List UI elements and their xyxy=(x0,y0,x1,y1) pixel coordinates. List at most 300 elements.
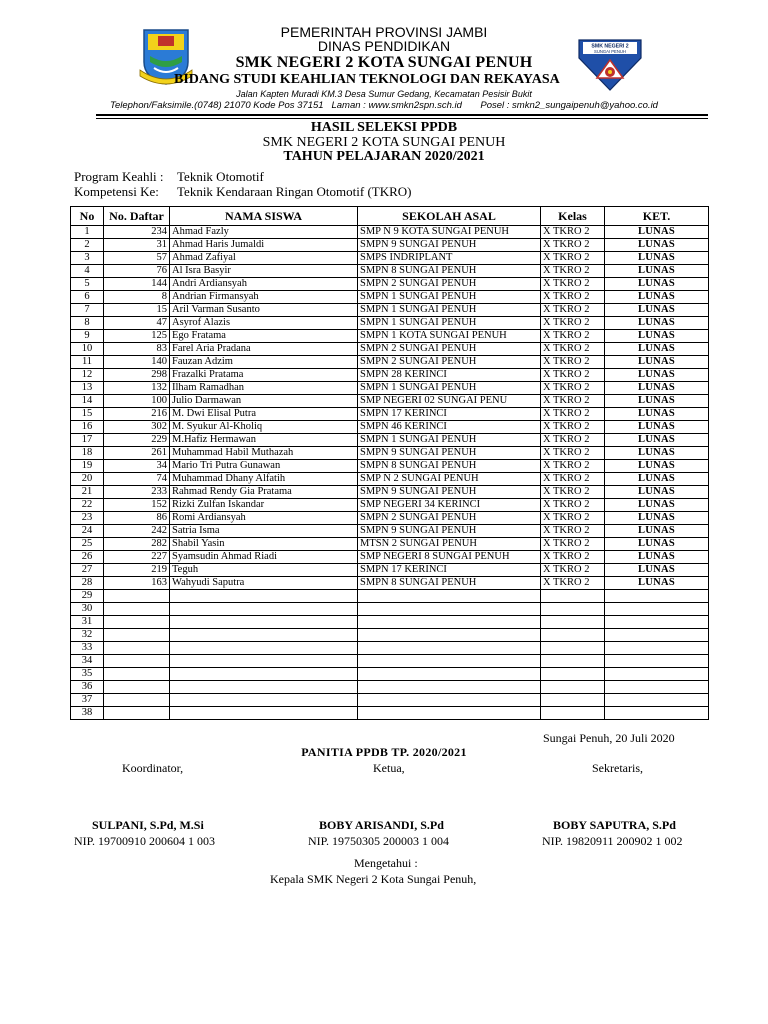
cell-nama-siswa: Ahmad Fazly xyxy=(170,226,358,239)
cell-kelas xyxy=(541,681,605,694)
logo-text-top: SMK NEGERI 2 xyxy=(591,43,629,50)
cell-no-daftar xyxy=(104,655,170,668)
cell-kelas: X TKRO 2 xyxy=(541,577,605,590)
cell-sekolah-asal: SMP N 9 KOTA SUNGAI PENUH xyxy=(358,226,541,239)
cell-ket: LUNAS xyxy=(605,499,709,512)
table-row xyxy=(71,525,709,538)
letterhead-address: Jalan Kapten Muradi KM.3 Desa Sumur Gedang, Kecamatan Pesisir Bukit xyxy=(236,89,532,99)
cell-no: 9 xyxy=(71,330,104,343)
table-row xyxy=(71,473,709,486)
cell-kelas: X TKRO 2 xyxy=(541,304,605,317)
cell-no-daftar: 125 xyxy=(104,330,170,343)
cell-sekolah-asal xyxy=(358,668,541,681)
table-row xyxy=(71,694,709,707)
cell-no: 36 xyxy=(71,681,104,694)
cell-no: 21 xyxy=(71,486,104,499)
cell-nama-siswa: Fauzan Adzim xyxy=(170,356,358,369)
cell-sekolah-asal xyxy=(358,707,541,720)
cell-no: 8 xyxy=(71,317,104,330)
sekretaris-name: BOBY SAPUTRA, S.Pd xyxy=(553,818,676,832)
cell-nama-siswa: Shabil Yasin xyxy=(170,538,358,551)
cell-ket: LUNAS xyxy=(605,278,709,291)
cell-kelas: X TKRO 2 xyxy=(541,278,605,291)
cell-sekolah-asal: SMP NEGERI 02 SUNGAI PENU xyxy=(358,395,541,408)
letterhead-rule-thin xyxy=(96,118,708,119)
table-row xyxy=(71,252,709,265)
table-row xyxy=(71,460,709,473)
cell-no-daftar: 83 xyxy=(104,343,170,356)
cell-kelas: X TKRO 2 xyxy=(541,395,605,408)
cell-ket: LUNAS xyxy=(605,538,709,551)
cell-nama-siswa: Teguh xyxy=(170,564,358,577)
cell-kelas: X TKRO 2 xyxy=(541,564,605,577)
cell-no: 24 xyxy=(71,525,104,538)
cell-ket: LUNAS xyxy=(605,395,709,408)
cell-kelas xyxy=(541,642,605,655)
cell-no-daftar xyxy=(104,668,170,681)
table-row xyxy=(71,603,709,616)
table-row xyxy=(71,395,709,408)
cell-nama-siswa xyxy=(170,681,358,694)
cell-ket xyxy=(605,668,709,681)
col-header-nama-siswa: NAMA SISWA xyxy=(170,207,358,226)
table-row xyxy=(71,551,709,564)
cell-no-daftar: 100 xyxy=(104,395,170,408)
cell-sekolah-asal xyxy=(358,590,541,603)
table-row xyxy=(71,681,709,694)
cell-no-daftar: 261 xyxy=(104,447,170,460)
cell-no: 22 xyxy=(71,499,104,512)
cell-no: 10 xyxy=(71,343,104,356)
table-row xyxy=(71,434,709,447)
cell-no-daftar: 152 xyxy=(104,499,170,512)
cell-no: 30 xyxy=(71,603,104,616)
cell-nama-siswa xyxy=(170,655,358,668)
cell-no-daftar: 86 xyxy=(104,512,170,525)
cell-nama-siswa: Ahmad Haris Jumaldi xyxy=(170,239,358,252)
cell-no: 5 xyxy=(71,278,104,291)
cell-no: 6 xyxy=(71,291,104,304)
cell-nama-siswa xyxy=(170,694,358,707)
cell-nama-siswa: Frazalki Pratama xyxy=(170,369,358,382)
cell-no: 25 xyxy=(71,538,104,551)
cell-nama-siswa xyxy=(170,616,358,629)
cell-no-daftar: 282 xyxy=(104,538,170,551)
table-row xyxy=(71,707,709,720)
cell-nama-siswa: Syamsudin Ahmad Riadi xyxy=(170,551,358,564)
cell-ket: LUNAS xyxy=(605,304,709,317)
cell-ket: LUNAS xyxy=(605,317,709,330)
cell-ket: LUNAS xyxy=(605,408,709,421)
cell-sekolah-asal: SMPN 2 SUNGAI PENUH xyxy=(358,343,541,356)
logo-text-bottom: SUNGAI PENUH xyxy=(594,49,626,54)
cell-no-daftar: 229 xyxy=(104,434,170,447)
cell-nama-siswa: Farel Aria Pradana xyxy=(170,343,358,356)
cell-kelas xyxy=(541,707,605,720)
cell-sekolah-asal: SMPN 1 SUNGAI PENUH xyxy=(358,304,541,317)
table-row xyxy=(71,304,709,317)
cell-kelas: X TKRO 2 xyxy=(541,499,605,512)
cell-kelas: X TKRO 2 xyxy=(541,538,605,551)
cell-no-daftar: 216 xyxy=(104,408,170,421)
col-header-sekolah-asal: SEKOLAH ASAL xyxy=(358,207,541,226)
table-body xyxy=(71,226,709,720)
cell-no-daftar xyxy=(104,590,170,603)
table-row xyxy=(71,408,709,421)
cell-no: 29 xyxy=(71,590,104,603)
cell-sekolah-asal xyxy=(358,616,541,629)
cell-ket: LUNAS xyxy=(605,447,709,460)
cell-kelas: X TKRO 2 xyxy=(541,408,605,421)
cell-nama-siswa: M.Hafiz Hermawan xyxy=(170,434,358,447)
cell-ket: LUNAS xyxy=(605,577,709,590)
table-row xyxy=(71,616,709,629)
cell-kelas: X TKRO 2 xyxy=(541,551,605,564)
table-row xyxy=(71,512,709,525)
cell-kelas: X TKRO 2 xyxy=(541,343,605,356)
table-row xyxy=(71,564,709,577)
cell-no-daftar: 15 xyxy=(104,304,170,317)
cell-no-daftar xyxy=(104,707,170,720)
cell-ket: LUNAS xyxy=(605,252,709,265)
cell-ket: LUNAS xyxy=(605,291,709,304)
cell-no-daftar: 8 xyxy=(104,291,170,304)
table-row xyxy=(71,369,709,382)
cell-sekolah-asal: SMPN 8 SUNGAI PENUH xyxy=(358,460,541,473)
cell-kelas: X TKRO 2 xyxy=(541,382,605,395)
cell-no: 27 xyxy=(71,564,104,577)
cell-sekolah-asal: SMPN 8 SUNGAI PENUH xyxy=(358,265,541,278)
cell-sekolah-asal: SMPN 17 KERINCI xyxy=(358,564,541,577)
cell-kelas: X TKRO 2 xyxy=(541,239,605,252)
cell-kelas: X TKRO 2 xyxy=(541,330,605,343)
cell-kelas: X TKRO 2 xyxy=(541,473,605,486)
table-row xyxy=(71,538,709,551)
cell-no-daftar xyxy=(104,681,170,694)
cell-sekolah-asal xyxy=(358,681,541,694)
cell-sekolah-asal xyxy=(358,629,541,642)
cell-kelas: X TKRO 2 xyxy=(541,434,605,447)
cell-no: 20 xyxy=(71,473,104,486)
doc-subtitle-year: TAHUN PELAJARAN 2020/2021 xyxy=(283,149,485,164)
letterhead-school-name: SMK NEGERI 2 KOTA SUNGAI PENUH xyxy=(235,54,533,71)
cell-no-daftar: 31 xyxy=(104,239,170,252)
sekretaris-nip: NIP. 19820911 200902 1 002 xyxy=(542,834,683,848)
cell-ket xyxy=(605,681,709,694)
cell-sekolah-asal: MTSN 2 SUNGAI PENUH xyxy=(358,538,541,551)
cell-no-daftar xyxy=(104,603,170,616)
cell-nama-siswa: M. Dwi Elisal Putra xyxy=(170,408,358,421)
cell-no: 33 xyxy=(71,642,104,655)
cell-sekolah-asal: SMPS INDRIPLANT xyxy=(358,252,541,265)
cell-ket xyxy=(605,629,709,642)
cell-ket: LUNAS xyxy=(605,239,709,252)
table-row xyxy=(71,499,709,512)
cell-no-daftar: 74 xyxy=(104,473,170,486)
kepala-sekolah-label: Kepala SMK Negeri 2 Kota Sungai Penuh, xyxy=(270,872,477,886)
koordinator-nip: NIP. 19700910 200604 1 003 xyxy=(74,834,216,848)
cell-sekolah-asal: SMPN 2 SUNGAI PENUH xyxy=(358,278,541,291)
table-row xyxy=(71,655,709,668)
table-row xyxy=(71,343,709,356)
cell-ket: LUNAS xyxy=(605,369,709,382)
cell-sekolah-asal: SMPN 1 KOTA SUNGAI PENUH xyxy=(358,330,541,343)
sekretaris-role: Sekretaris, xyxy=(592,761,643,775)
table-row xyxy=(71,356,709,369)
cell-ket xyxy=(605,616,709,629)
cell-nama-siswa: Mario Tri Putra Gunawan xyxy=(170,460,358,473)
cell-nama-siswa: Rahmad Rendy Gia Pratama xyxy=(170,486,358,499)
letterhead-rule-thick xyxy=(96,114,708,116)
table-row xyxy=(71,265,709,278)
cell-ket: LUNAS xyxy=(605,330,709,343)
ketua-name: BOBY ARISANDI, S.Pd xyxy=(319,818,444,832)
cell-ket xyxy=(605,707,709,720)
cell-nama-siswa: Muhammad Habil Muthazah xyxy=(170,447,358,460)
cell-nama-siswa: Ego Fratama xyxy=(170,330,358,343)
cell-nama-siswa xyxy=(170,590,358,603)
cell-nama-siswa xyxy=(170,642,358,655)
cell-no: 18 xyxy=(71,447,104,460)
cell-sekolah-asal: SMPN 2 SUNGAI PENUH xyxy=(358,512,541,525)
cell-kelas: X TKRO 2 xyxy=(541,226,605,239)
cell-ket: LUNAS xyxy=(605,434,709,447)
cell-sekolah-asal xyxy=(358,655,541,668)
cell-no: 7 xyxy=(71,304,104,317)
cell-nama-siswa: Rizki Zulfan Iskandar xyxy=(170,499,358,512)
cell-sekolah-asal: SMPN 9 SUNGAI PENUH xyxy=(358,525,541,538)
col-header-ket: KET. xyxy=(605,207,709,226)
cell-sekolah-asal: SMP NEGERI 34 KERINCI xyxy=(358,499,541,512)
cell-kelas xyxy=(541,590,605,603)
col-header-no: No xyxy=(71,207,104,226)
cell-no: 4 xyxy=(71,265,104,278)
cell-kelas: X TKRO 2 xyxy=(541,447,605,460)
cell-kelas xyxy=(541,603,605,616)
cell-sekolah-asal xyxy=(358,694,541,707)
cell-kelas: X TKRO 2 xyxy=(541,369,605,382)
cell-ket: LUNAS xyxy=(605,551,709,564)
cell-no: 2 xyxy=(71,239,104,252)
ketua-role: Ketua, xyxy=(373,761,405,775)
table-row xyxy=(71,330,709,343)
cell-ket: LUNAS xyxy=(605,564,709,577)
cell-sekolah-asal: SMPN 28 KERINCI xyxy=(358,369,541,382)
cell-sekolah-asal: SMPN 1 SUNGAI PENUH xyxy=(358,382,541,395)
mengetahui-label: Mengetahui : xyxy=(354,856,418,870)
table-row xyxy=(71,226,709,239)
cell-no-daftar: 57 xyxy=(104,252,170,265)
table-row xyxy=(71,239,709,252)
cell-kelas xyxy=(541,629,605,642)
cell-ket: LUNAS xyxy=(605,343,709,356)
cell-sekolah-asal: SMP NEGERI 8 SUNGAI PENUH xyxy=(358,551,541,564)
cell-kelas: X TKRO 2 xyxy=(541,512,605,525)
cell-no: 35 xyxy=(71,668,104,681)
cell-ket xyxy=(605,694,709,707)
table-row xyxy=(71,642,709,655)
cell-nama-siswa: Andrian Firmansyah xyxy=(170,291,358,304)
results-table xyxy=(70,206,709,720)
cell-no-daftar: 47 xyxy=(104,317,170,330)
cell-kelas xyxy=(541,616,605,629)
cell-no: 14 xyxy=(71,395,104,408)
cell-no: 17 xyxy=(71,434,104,447)
doc-subtitle-school: SMK NEGERI 2 KOTA SUNGAI PENUH xyxy=(262,135,506,150)
cell-ket: LUNAS xyxy=(605,356,709,369)
cell-kelas: X TKRO 2 xyxy=(541,421,605,434)
cell-ket: LUNAS xyxy=(605,265,709,278)
cell-no: 37 xyxy=(71,694,104,707)
koordinator-name: SULPANI, S.Pd, M.Si xyxy=(92,818,204,832)
cell-sekolah-asal: SMPN 9 SUNGAI PENUH xyxy=(358,239,541,252)
cell-nama-siswa: Satria Isma xyxy=(170,525,358,538)
cell-ket: LUNAS xyxy=(605,460,709,473)
cell-kelas xyxy=(541,655,605,668)
cell-nama-siswa: Julio Darmawan xyxy=(170,395,358,408)
cell-no: 3 xyxy=(71,252,104,265)
table-row xyxy=(71,421,709,434)
cell-no-daftar: 132 xyxy=(104,382,170,395)
table-row xyxy=(71,629,709,642)
program-label: Program Keahli : xyxy=(74,169,164,184)
cell-nama-siswa: M. Syukur Al-Kholiq xyxy=(170,421,358,434)
cell-no-daftar: 34 xyxy=(104,460,170,473)
cell-no: 13 xyxy=(71,382,104,395)
cell-sekolah-asal: SMPN 9 SUNGAI PENUH xyxy=(358,447,541,460)
cell-nama-siswa: Al Isra Basyir xyxy=(170,265,358,278)
cell-nama-siswa: Ahmad Zafiyal xyxy=(170,252,358,265)
cell-sekolah-asal: SMPN 1 SUNGAI PENUH xyxy=(358,291,541,304)
letterhead-contact: Telephon/Faksimile.(0748) 21070 Kode Pos 37151 Laman : www.smkn2spn.sch.id Posel : smkn2_sungaipenuh@yahoo.co.id xyxy=(110,100,658,111)
cell-no: 34 xyxy=(71,655,104,668)
cell-nama-siswa xyxy=(170,603,358,616)
cell-ket xyxy=(605,603,709,616)
ketua-nip: NIP. 19750305 200003 1 004 xyxy=(308,834,450,848)
doc-title: HASIL SELEKSI PPDB xyxy=(310,120,458,135)
cell-no-daftar: 140 xyxy=(104,356,170,369)
cell-no-daftar: 163 xyxy=(104,577,170,590)
cell-no-daftar: 234 xyxy=(104,226,170,239)
cell-ket: LUNAS xyxy=(605,226,709,239)
cell-nama-siswa xyxy=(170,668,358,681)
cell-no: 15 xyxy=(71,408,104,421)
col-header-no-daftar: No. Daftar xyxy=(104,207,170,226)
cell-sekolah-asal: SMPN 1 SUNGAI PENUH xyxy=(358,317,541,330)
cell-no-daftar: 302 xyxy=(104,421,170,434)
cell-sekolah-asal xyxy=(358,642,541,655)
cell-no: 26 xyxy=(71,551,104,564)
program-value: Teknik Otomotif xyxy=(177,169,264,184)
cell-no: 31 xyxy=(71,616,104,629)
cell-no-daftar: 144 xyxy=(104,278,170,291)
committee-title: PANITIA PPDB TP. 2020/2021 xyxy=(301,745,467,759)
table-row xyxy=(71,278,709,291)
letterhead-province: PEMERINTAH PROVINSI JAMBI xyxy=(280,24,488,40)
cell-nama-siswa: Romi Ardiansyah xyxy=(170,512,358,525)
cell-no: 28 xyxy=(71,577,104,590)
cell-sekolah-asal: SMP N 2 SUNGAI PENUH xyxy=(358,473,541,486)
koordinator-role: Koordinator, xyxy=(122,761,184,775)
cell-ket xyxy=(605,655,709,668)
cell-ket xyxy=(605,590,709,603)
cell-no-daftar: 219 xyxy=(104,564,170,577)
cell-no: 32 xyxy=(71,629,104,642)
cell-no-daftar: 76 xyxy=(104,265,170,278)
cell-no-daftar xyxy=(104,629,170,642)
cell-ket xyxy=(605,642,709,655)
cell-kelas: X TKRO 2 xyxy=(541,525,605,538)
cell-kelas: X TKRO 2 xyxy=(541,317,605,330)
cell-no: 12 xyxy=(71,369,104,382)
program-keahlian xyxy=(74,169,264,185)
cell-kelas: X TKRO 2 xyxy=(541,460,605,473)
kompetensi-keahlian xyxy=(74,184,412,200)
cell-nama-siswa: Muhammad Dhany Alfatih xyxy=(170,473,358,486)
signing-date: Sungai Penuh, 20 Juli 2020 xyxy=(543,731,675,745)
cell-no-daftar xyxy=(104,642,170,655)
cell-sekolah-asal: SMPN 17 KERINCI xyxy=(358,408,541,421)
cell-kelas xyxy=(541,668,605,681)
cell-ket: LUNAS xyxy=(605,473,709,486)
cell-no-daftar xyxy=(104,616,170,629)
cell-ket: LUNAS xyxy=(605,421,709,434)
cell-nama-siswa: Ilham Ramadhan xyxy=(170,382,358,395)
cell-no-daftar: 298 xyxy=(104,369,170,382)
cell-sekolah-asal: SMPN 46 KERINCI xyxy=(358,421,541,434)
cell-ket: LUNAS xyxy=(605,525,709,538)
cell-no: 23 xyxy=(71,512,104,525)
cell-no: 1 xyxy=(71,226,104,239)
table-row xyxy=(71,382,709,395)
table-header-row xyxy=(71,207,709,226)
cell-no: 16 xyxy=(71,421,104,434)
cell-nama-siswa: Aril Varman Susanto xyxy=(170,304,358,317)
table-row xyxy=(71,447,709,460)
table-row xyxy=(71,577,709,590)
cell-kelas: X TKRO 2 xyxy=(541,356,605,369)
cell-kelas: X TKRO 2 xyxy=(541,252,605,265)
cell-kelas xyxy=(541,694,605,707)
cell-ket: LUNAS xyxy=(605,512,709,525)
cell-ket: LUNAS xyxy=(605,486,709,499)
cell-no: 11 xyxy=(71,356,104,369)
cell-nama-siswa: Asyrof Alazis xyxy=(170,317,358,330)
cell-nama-siswa xyxy=(170,629,358,642)
kompetensi-label: Kompetensi Ke: xyxy=(74,184,159,199)
cell-no-daftar xyxy=(104,694,170,707)
kompetensi-value: Teknik Kendaraan Ringan Otomotif (TKRO) xyxy=(177,184,412,199)
table-row xyxy=(71,590,709,603)
cell-sekolah-asal: SMPN 8 SUNGAI PENUH xyxy=(358,577,541,590)
cell-nama-siswa xyxy=(170,707,358,720)
table-row xyxy=(71,317,709,330)
table-row xyxy=(71,668,709,681)
cell-no: 38 xyxy=(71,707,104,720)
cell-kelas: X TKRO 2 xyxy=(541,486,605,499)
cell-no-daftar: 233 xyxy=(104,486,170,499)
letterhead-dinas: DINAS PENDIDIKAN xyxy=(317,38,451,54)
table-row xyxy=(71,486,709,499)
cell-no: 19 xyxy=(71,460,104,473)
cell-sekolah-asal: SMPN 2 SUNGAI PENUH xyxy=(358,356,541,369)
cell-kelas: X TKRO 2 xyxy=(541,291,605,304)
cell-ket: LUNAS xyxy=(605,382,709,395)
cell-kelas: X TKRO 2 xyxy=(541,265,605,278)
col-header-kelas: Kelas xyxy=(541,207,605,226)
letterhead-field: BIDANG STUDI KEAHLIAN TEKNOLOGI DAN REKAYASA xyxy=(174,72,560,87)
cell-sekolah-asal xyxy=(358,603,541,616)
